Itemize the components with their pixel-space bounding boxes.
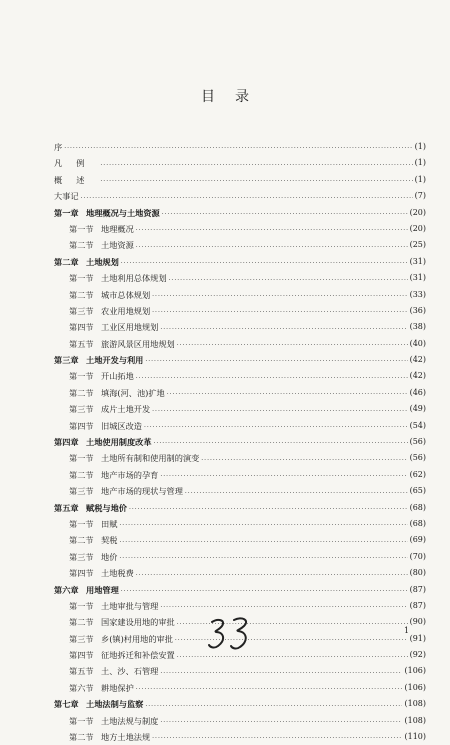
- toc-page-number: (56): [409, 437, 426, 447]
- toc-leader-dots: [136, 372, 408, 385]
- toc-entry-title: 地方土地法规: [101, 732, 151, 743]
- toc-leader-dots: [152, 290, 407, 303]
- toc-page-number: (80): [409, 568, 426, 578]
- toc-leader-dots: [64, 142, 412, 155]
- toc-front-row: [54, 172, 426, 188]
- toc-section-row: [54, 680, 426, 696]
- toc-leader-dots: [136, 569, 408, 582]
- toc-leader-dots: [160, 323, 407, 336]
- toc-section-row: [54, 598, 426, 614]
- toc-page-number: (42): [409, 355, 426, 365]
- toc-page-number: (87): [409, 584, 426, 594]
- toc-chapter-row: [54, 352, 426, 368]
- toc-entry-title: 土地税费: [101, 568, 134, 579]
- toc-page-number: (46): [409, 387, 426, 397]
- toc-entry-title: 土地资源: [101, 240, 134, 251]
- toc-leader-dots: [162, 208, 408, 221]
- toc-leader-dots: [81, 192, 413, 205]
- toc-entry-title: 土地法制与监察: [86, 699, 144, 710]
- toc-entry-title: 成片土地开发: [101, 404, 151, 415]
- toc-section-row: [54, 303, 426, 319]
- toc-page-number: (1): [414, 174, 426, 184]
- toc-entry-title: 土地审批与管理: [101, 600, 159, 611]
- toc-entry-number: 第四节: [69, 650, 94, 661]
- toc-section-row: [54, 565, 426, 581]
- toc-entry-number: 第一节: [69, 715, 94, 726]
- toc-page-number: (91): [409, 633, 426, 643]
- toc-entry-title: 土地法规与制度: [101, 715, 159, 726]
- toc-leader-dots: [201, 454, 407, 467]
- toc-leader-dots: [152, 405, 407, 418]
- toc-entry-number: 第六章: [54, 584, 79, 595]
- toc-chapter-row: [54, 582, 426, 598]
- toc-entry-title: 农业用地规划: [101, 305, 151, 316]
- toc-entry-title: 用地管理: [86, 584, 119, 595]
- toc-leader-dots: [100, 159, 412, 172]
- toc-entry-title: 旧城区改造: [101, 420, 142, 431]
- toc-page-number: (7): [414, 191, 426, 201]
- toc-entry-title: 赋税与地价: [86, 502, 127, 513]
- toc-entry-title: 耕地保护: [101, 682, 134, 693]
- table-of-contents: [54, 139, 426, 745]
- toc-page-number: (62): [409, 469, 426, 479]
- toc-page-number: (87): [409, 600, 426, 610]
- toc-page-number: (110): [404, 732, 426, 742]
- toc-entry-number: 第二节: [69, 469, 94, 480]
- toc-section-row: [54, 713, 426, 729]
- toc-leader-dots: [129, 503, 408, 516]
- handwritten-mark: [200, 616, 260, 652]
- toc-entry-number: 第七章: [54, 699, 79, 710]
- toc-entry-number: 第一节: [69, 518, 94, 529]
- toc-entry-title: 土地开发与利用: [86, 355, 144, 366]
- toc-leader-dots: [136, 683, 403, 696]
- toc-section-row: [54, 450, 426, 466]
- toc-page-number: (31): [409, 256, 426, 266]
- toc-section-row: [54, 401, 426, 417]
- toc-section-row: [54, 270, 426, 286]
- toc-entry-title: 土地规划: [86, 256, 119, 267]
- toc-section-row: [54, 287, 426, 303]
- toc-entry-number: 第四节: [69, 568, 94, 579]
- toc-entry-title: 工业区用地规划: [101, 322, 159, 333]
- toc-page-number: (40): [409, 338, 426, 348]
- toc-entry-number: 第三节: [69, 486, 94, 497]
- toc-entry-title: 填海(河、池)扩地: [101, 387, 165, 398]
- toc-entry-title: 旅游风景区用地规划: [101, 338, 175, 349]
- toc-leader-dots: [100, 175, 412, 188]
- toc-page-number: (90): [409, 617, 426, 627]
- toc-page-number: (1): [414, 141, 426, 151]
- toc-page-number: (1): [414, 158, 426, 168]
- toc-chapter-row: [54, 254, 426, 270]
- toc-page-number: (68): [409, 502, 426, 512]
- toc-entry-title: 土地利用总体规划: [101, 273, 167, 284]
- toc-leader-dots: [145, 700, 402, 713]
- toc-section-row: [54, 483, 426, 499]
- toc-entry-title: 地价: [101, 551, 118, 562]
- toc-section-row: [54, 549, 426, 565]
- toc-chapter-row: [54, 696, 426, 712]
- toc-section-row: [54, 368, 426, 384]
- toc-entry-number: 第二节: [69, 617, 94, 628]
- toc-page-number: (49): [409, 404, 426, 414]
- toc-leader-dots: [152, 306, 407, 319]
- toc-page-number: (31): [409, 273, 426, 283]
- toc-page-number: (20): [409, 223, 426, 233]
- toc-leader-dots: [119, 536, 407, 549]
- toc-front-row: [54, 188, 426, 204]
- toc-page-number: (38): [409, 322, 426, 332]
- toc-entry-number: 第三章: [54, 355, 79, 366]
- toc-entry-title: 地产市场的孕育: [101, 469, 159, 480]
- toc-leader-dots: [119, 552, 407, 565]
- toc-entry-title: 城市总体规划: [101, 289, 151, 300]
- toc-entry-title: 征地拆迁和补偿安置: [101, 650, 175, 661]
- toc-entry-title: 序: [54, 141, 63, 152]
- toc-section-row: [54, 237, 426, 253]
- toc-page-number: (65): [409, 486, 426, 496]
- toc-section-row: [54, 385, 426, 401]
- toc-front-row: [54, 155, 426, 171]
- toc-leader-dots: [136, 224, 408, 237]
- toc-entry-title: 田赋: [101, 518, 118, 529]
- toc-page-number: (54): [409, 420, 426, 430]
- toc-page-number: (70): [409, 551, 426, 561]
- toc-leader-dots: [169, 274, 408, 287]
- toc-leader-dots: [160, 667, 402, 680]
- toc-page-number: (33): [409, 289, 426, 299]
- toc-leader-dots: [167, 388, 408, 401]
- toc-entry-number: 第五章: [54, 502, 79, 513]
- toc-page-number: (106): [404, 666, 426, 676]
- toc-section-row: [54, 418, 426, 434]
- toc-entry-title: 地理概况: [101, 223, 134, 234]
- toc-entry-number: 第二节: [69, 732, 94, 743]
- toc-section-row: [54, 336, 426, 352]
- toc-leader-dots: [144, 421, 408, 434]
- toc-leader-dots: [121, 585, 408, 598]
- toc-section-row: [54, 467, 426, 483]
- toc-entry-title: 地产市场的现状与管理: [101, 486, 183, 497]
- toc-leader-dots: [121, 257, 408, 270]
- toc-entry-title: 国家建设用地的审批: [101, 617, 175, 628]
- toc-page-number: (108): [404, 715, 426, 725]
- toc-entry-number: 第三节: [69, 551, 94, 562]
- toc-chapter-row: [54, 500, 426, 516]
- toc-section-row: [54, 532, 426, 548]
- toc-page-number: (68): [409, 518, 426, 528]
- toc-entry-title: 乡(镇)村用地的审批: [101, 633, 173, 644]
- toc-entry-title: 地理概况与土地资源: [86, 207, 160, 218]
- toc-entry-number: 第二章: [54, 256, 79, 267]
- toc-entry-number: 第一节: [69, 273, 94, 284]
- toc-front-row: [54, 139, 426, 155]
- toc-entry-title: 凡例: [54, 158, 99, 169]
- toc-entry-number: 第一节: [69, 600, 94, 611]
- toc-page-number: (108): [404, 699, 426, 709]
- toc-leader-dots: [185, 487, 408, 500]
- toc-entry-number: 第一章: [54, 207, 79, 218]
- toc-page-number: (56): [409, 453, 426, 463]
- toc-leader-dots: [145, 355, 407, 368]
- toc-entry-title: 开山拓地: [101, 371, 134, 382]
- toc-entry-number: 第五节: [69, 666, 94, 677]
- toc-section-row: [54, 221, 426, 237]
- toc-leader-dots: [152, 732, 402, 745]
- toc-page-number: (20): [409, 207, 426, 217]
- toc-entry-title: 土地使用制度改革: [86, 437, 152, 448]
- toc-entry-number: 第四章: [54, 437, 79, 448]
- toc-entry-title: 概述: [54, 174, 99, 185]
- toc-entry-number: 第二节: [69, 240, 94, 251]
- toc-leader-dots: [160, 470, 407, 483]
- toc-page-number: (36): [409, 305, 426, 315]
- toc-entry-number: 第三节: [69, 305, 94, 316]
- toc-leader-dots: [177, 651, 408, 664]
- toc-entry-number: 第五节: [69, 338, 94, 349]
- toc-section-row: [54, 319, 426, 335]
- toc-page-number: (69): [409, 535, 426, 545]
- toc-leader-dots: [154, 437, 408, 450]
- page-title: 目录: [201, 89, 269, 105]
- toc-entry-number: 第三节: [69, 633, 94, 644]
- toc-section-row: [54, 516, 426, 532]
- toc-entry-number: 第一节: [69, 223, 94, 234]
- toc-entry-number: 第四节: [69, 322, 94, 333]
- toc-leader-dots: [177, 339, 408, 352]
- toc-entry-title: 土地所有制和使用制的演变: [101, 453, 200, 464]
- toc-entry-number: 第一节: [69, 453, 94, 464]
- toc-page-number: (106): [404, 682, 426, 692]
- toc-section-row: [54, 729, 426, 745]
- toc-entry-number: 第二节: [69, 289, 94, 300]
- toc-chapter-row: [54, 434, 426, 450]
- toc-leader-dots: [160, 601, 407, 614]
- toc-chapter-row: [54, 205, 426, 221]
- toc-leader-dots: [136, 241, 408, 254]
- toc-section-row: [54, 664, 426, 680]
- toc-entry-number: 第一节: [69, 371, 94, 382]
- toc-entry-number: 第六节: [69, 682, 94, 693]
- toc-entry-title: 契税: [101, 535, 118, 546]
- toc-page-number: (25): [409, 240, 426, 250]
- toc-leader-dots: [119, 519, 407, 532]
- toc-entry-number: 第二节: [69, 387, 94, 398]
- toc-page-number: (42): [409, 371, 426, 381]
- toc-entry-title: 土、沙、石管理: [101, 666, 159, 677]
- toc-leader-dots: [160, 716, 402, 729]
- toc-entry-number: 第四节: [69, 420, 94, 431]
- toc-page-number: (92): [409, 650, 426, 660]
- toc-entry-number: 第二节: [69, 535, 94, 546]
- footer-page-number: 1: [404, 626, 410, 635]
- toc-entry-title: 大事记: [54, 191, 79, 202]
- toc-entry-number: 第三节: [69, 404, 94, 415]
